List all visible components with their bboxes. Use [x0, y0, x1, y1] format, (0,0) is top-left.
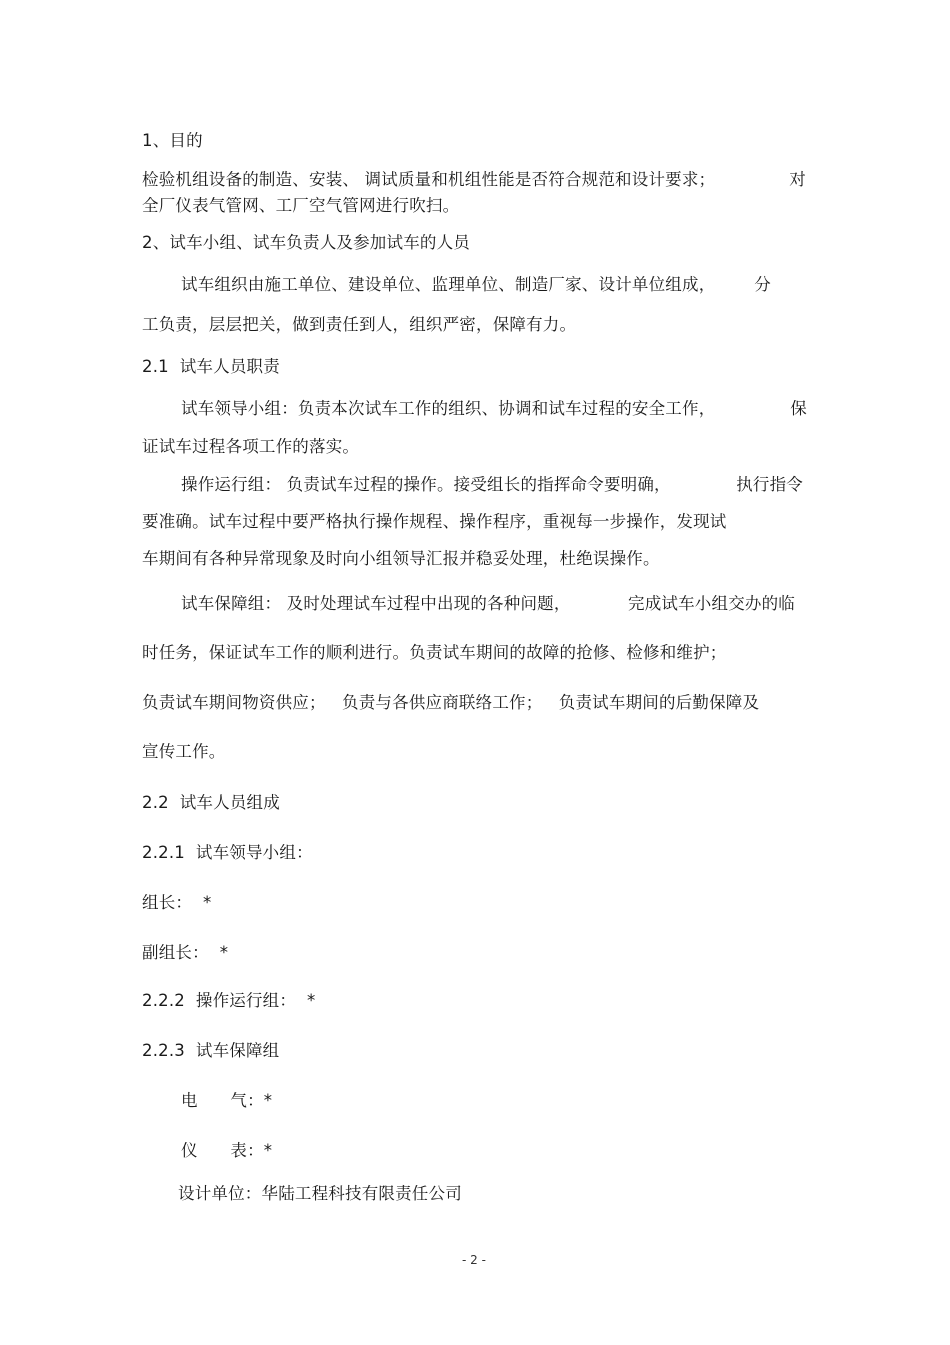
section-2-2-3-heading: 2.2.3 试车保障组	[142, 1041, 280, 1060]
section-2-paragraph-line-1	[181, 274, 771, 296]
page-number: - 2 -	[462, 1253, 486, 1267]
operations-group-line-1	[181, 474, 803, 496]
electrical-entry: 电 气：*	[181, 1091, 273, 1110]
text-segment: 对	[789, 170, 806, 189]
leader-entry: 组长： *	[142, 893, 212, 912]
section-2-2-heading: 2.2 试车人员组成	[142, 793, 280, 812]
section-2-2-1-heading: 2.2.1 试车领导小组：	[142, 843, 313, 862]
design-unit-entry: 设计单位：华陆工程科技有限责任公司	[178, 1184, 462, 1203]
section-1-heading: 1、目的	[142, 131, 203, 150]
text-segment: 分	[754, 275, 771, 294]
section-1-paragraph-line-2: 全厂仪表气管网、工厂空气管网进行吹扫。	[142, 196, 460, 215]
text-segment: 保	[790, 399, 807, 418]
support-group-line-2: 时任务，保证试车工作的顺利进行。负责试车期间的故障的抢修、检修和维护；	[142, 643, 727, 662]
text-segment: 检验机组设备的制造、安装、 调试质量和机组性能是否符合规范和设计要求；	[142, 170, 716, 189]
text-segment: 执行指令	[736, 475, 803, 494]
text-segment: 操作运行组： 负责试车过程的操作。接受组长的指挥命令要明确，	[181, 475, 671, 494]
text-segment: 试车保障组： 及时处理试车过程中出现的各种问题，	[181, 594, 571, 613]
section-1-paragraph-line-1	[142, 169, 806, 191]
support-group-line-3: 负责试车期间物资供应； 负责与各供应商联络工作； 负责试车期间的后勤保障及	[142, 693, 760, 712]
deputy-leader-entry: 副组长： *	[142, 943, 229, 962]
operations-group-line-2: 要准确。试车过程中要严格执行操作规程、操作程序，重视每一步操作，发现试	[142, 512, 727, 531]
text-segment: 试车组织由施工单位、建设单位、监理单位、制造厂家、设计单位组成，	[181, 275, 716, 294]
support-group-line-4: 宣传工作。	[142, 742, 226, 761]
instrument-entry: 仪 表：*	[181, 1141, 273, 1160]
section-2-1-heading: 2.1 试车人员职责	[142, 357, 280, 376]
support-group-line-1	[181, 593, 795, 615]
leadership-group-line-2: 证试车过程各项工作的落实。	[142, 437, 360, 456]
operations-group-line-3: 车期间有各种异常现象及时向小组领导汇报并稳妥处理，杜绝误操作。	[142, 549, 660, 568]
text-segment: 完成试车小组交办的临	[628, 594, 795, 613]
section-2-heading: 2、试车小组、试车负责人及参加试车的人员	[142, 233, 470, 252]
leadership-group-line-1	[181, 398, 807, 420]
section-2-paragraph-line-2: 工负责，层层把关，做到责任到人，组织严密，保障有力。	[142, 315, 577, 334]
section-2-2-2-heading: 2.2.2 操作运行组： *	[142, 991, 316, 1010]
text-segment: 试车领导小组：负责本次试车工作的组织、协调和试车过程的安全工作，	[181, 399, 716, 418]
